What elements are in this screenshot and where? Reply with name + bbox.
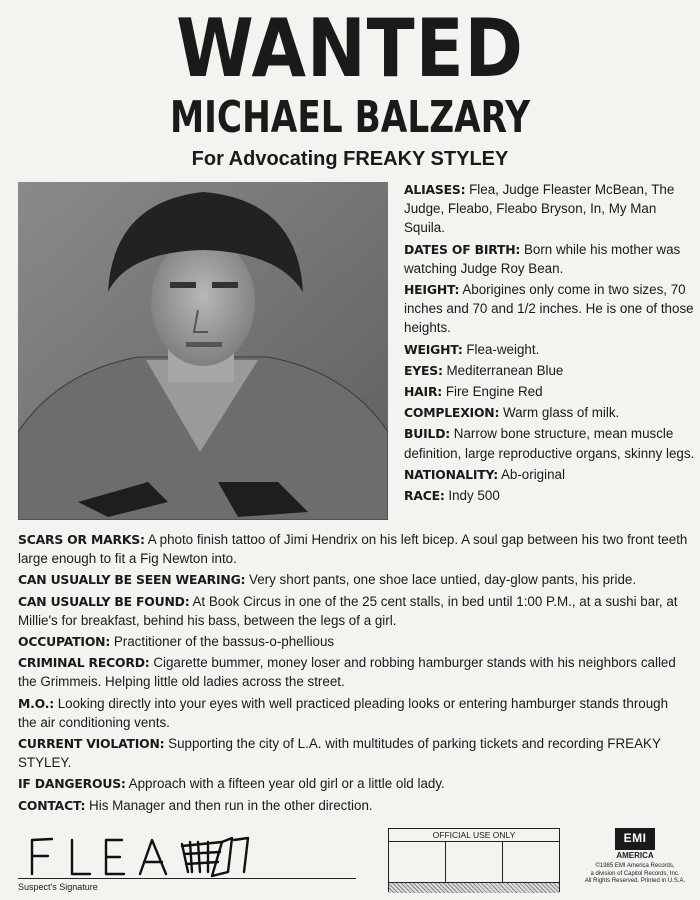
found-entry: CAN USUALLY BE FOUND: At Book Circus in one of the 25 cent stalls, in bed until 1:00 P.M., at a sushi bar, at Millie's for breakfast, behind his bass, between the legs of a girl.	[18, 593, 678, 628]
nationality-entry: NATIONALITY: Ab-original	[404, 466, 565, 482]
signature-area	[18, 832, 358, 892]
suspect-photo	[18, 182, 388, 520]
build-entry: BUILD: Narrow bone structure, mean muscle definition, large reproductive organs, skinny legs.	[404, 426, 695, 461]
label-block	[580, 828, 690, 886]
official-cell	[389, 842, 446, 882]
criminal-record-entry: CRIMINAL RECORD: Cigarette bummer, money loser and robbing hamburger stands with his neighbors called the Grimmeis. Helping little old ladies across the street.	[18, 655, 676, 690]
official-shade-strip	[389, 882, 559, 893]
official-cell	[503, 842, 559, 882]
handwritten-signature	[22, 832, 262, 878]
suspect-attributes	[404, 180, 696, 505]
contact-entry: CONTACT: His Manager and then run in the other direction.	[18, 797, 373, 813]
suspect-details	[18, 530, 690, 815]
signature-caption: Suspect's Signature	[18, 882, 98, 892]
official-use-box	[388, 828, 560, 892]
official-cell	[446, 842, 503, 882]
signature-line	[18, 878, 356, 879]
poster-title: WANTED	[176, 2, 524, 95]
violation-entry: CURRENT VIOLATION: Supporting the city of L.A. with multitudes of parking tickets and recording FREAKY STYLEY.	[18, 736, 661, 771]
dangerous-entry: IF DANGEROUS: Approach with a fifteen year old girl or a little old lady.	[18, 776, 445, 792]
height-entry: HEIGHT: Aborigines only come in two sizes, 70 inches and 70 and 1/2 inches. He is one of those heights.	[404, 282, 694, 336]
complexion-entry: COMPLEXION: Warm glass of milk.	[404, 405, 620, 421]
dob-entry: DATES OF BIRTH: Born while his mother was watching Judge Roy Bean.	[404, 241, 681, 276]
occupation-entry: OCCUPATION: Practitioner of the bassus-o-phellious	[18, 634, 335, 650]
emi-logo: EMI	[615, 828, 655, 850]
eyes-entry: EYES: Mediterranean Blue	[404, 362, 564, 378]
official-use-label: OFFICIAL USE ONLY	[389, 829, 559, 842]
poster-subtitle: For Advocating FREAKY STYLEY	[191, 148, 509, 170]
race-entry: RACE: Indy 500	[404, 488, 500, 504]
hair-entry: HAIR: Fire Engine Red	[404, 384, 543, 400]
scars-entry: SCARS OR MARKS: A photo finish tattoo of Jimi Hendrix on his left bicep. A soul gap between his two front teeth large enough to fit a Fig Newton into.	[18, 532, 688, 567]
copyright-notice: ©1985 EMI America Records, a division of Capitol Records, Inc. All Rights Reserved. Printed in U.S.A.	[584, 863, 686, 884]
weight-entry: WEIGHT: Flea-weight.	[404, 341, 540, 357]
wearing-entry: CAN USUALLY BE SEEN WEARING: Very short pants, one shoe lace untied, day-glow pants, his pride.	[18, 572, 637, 588]
suspect-name: MICHAEL BALZARY	[169, 92, 531, 143]
alias-entry: ALIASES: Flea, Judge Fleaster McBean, The Judge, Fleabo, Fleabo Bryson, In, My Man Squila.	[404, 182, 675, 236]
emi-logo-sub: AMERICA	[616, 851, 654, 860]
mo-entry: M.O.: Looking directly into your eyes with well practiced pleading looks or entering hamburger stands through the air conditioning vents.	[18, 695, 669, 730]
